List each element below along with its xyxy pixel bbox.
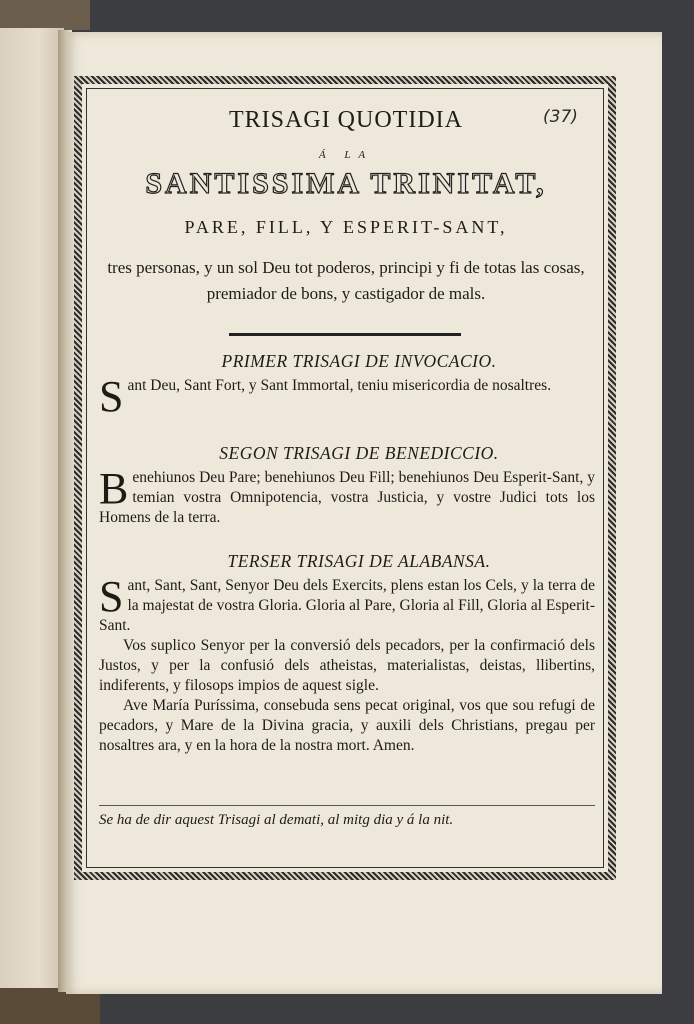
section-text: ant, Sant, Sant, Senyor Deu dels Exercits, plens estan los Cels, y la terra de la majestat de vostra Gloria. Gloria al Pare, Gloria al Fill, Gloria al Esperit-Sant. (99, 577, 595, 634)
page-content (86, 88, 604, 868)
handwritten-page-number: (37) (543, 107, 578, 127)
section-alabansa (99, 551, 595, 756)
section-body (99, 464, 595, 528)
book-cover-top (0, 0, 90, 30)
subtitle: tres personas, y un sol Deu tot poderos, principi y fi de totas las cosas, premiador de bons, y castigador de mals. (107, 258, 585, 303)
closing-note: Se ha de dir aquest Trisagi al demati, al mitg dia y á la nit. (99, 805, 595, 830)
paragraph-suplico: Vos suplico Senyor per la conversió dels pecadors, per la confirmació dels Justos, y per la confusió dels atheistas, materialistas, deistas, llibertins, indiferents, y filosops impios de aquest sigle. (99, 637, 595, 694)
section-text: ant Deu, Sant Fort, y Sant Immortal, teniu misericordia de nosaltres. (127, 377, 552, 394)
section-body (99, 372, 595, 421)
facing-page (0, 28, 64, 994)
dropcap: S (99, 572, 124, 621)
title-a-la: Á LA (318, 149, 374, 161)
section-body (99, 572, 595, 756)
dropcap: B (99, 464, 129, 513)
divider-rule (229, 333, 461, 336)
dropcap: S (99, 372, 124, 421)
section-heading: SEGON TRISAGI DE BENEDICCIO. (219, 443, 499, 463)
title-trisagi: TRISAGI QUOTIDIA (229, 107, 463, 133)
section-benediccio (99, 443, 595, 528)
paragraph-ave-maria: Ave María Puríssima, consebuda sens pecat original, vos que sou refugi de pecadors, y Mare de la Divina gracia, y auxili dels Christians, pregau per nosaltres ara, y en la hora de la nostra mort. Amen. (99, 697, 595, 754)
title-santissima-trinitat: SANTISSIMA TRINITAT, (145, 167, 547, 200)
section-heading: PRIMER TRISAGI DE INVOCACIO. (221, 351, 497, 371)
title-pare-fill: PARE, FILL, Y ESPERIT-SANT, (184, 217, 508, 237)
section-heading: TERSER TRISAGI DE ALABANSA. (227, 551, 491, 571)
section-text: enehiunos Deu Pare; benehiunos Deu Fill; benehiunos Deu Esperit-Sant, y temian vostra Omnipotencia, vostra Justicia, y vostre Judici tots los Homens de la terra. (99, 469, 595, 526)
section-invocacio (99, 351, 595, 421)
